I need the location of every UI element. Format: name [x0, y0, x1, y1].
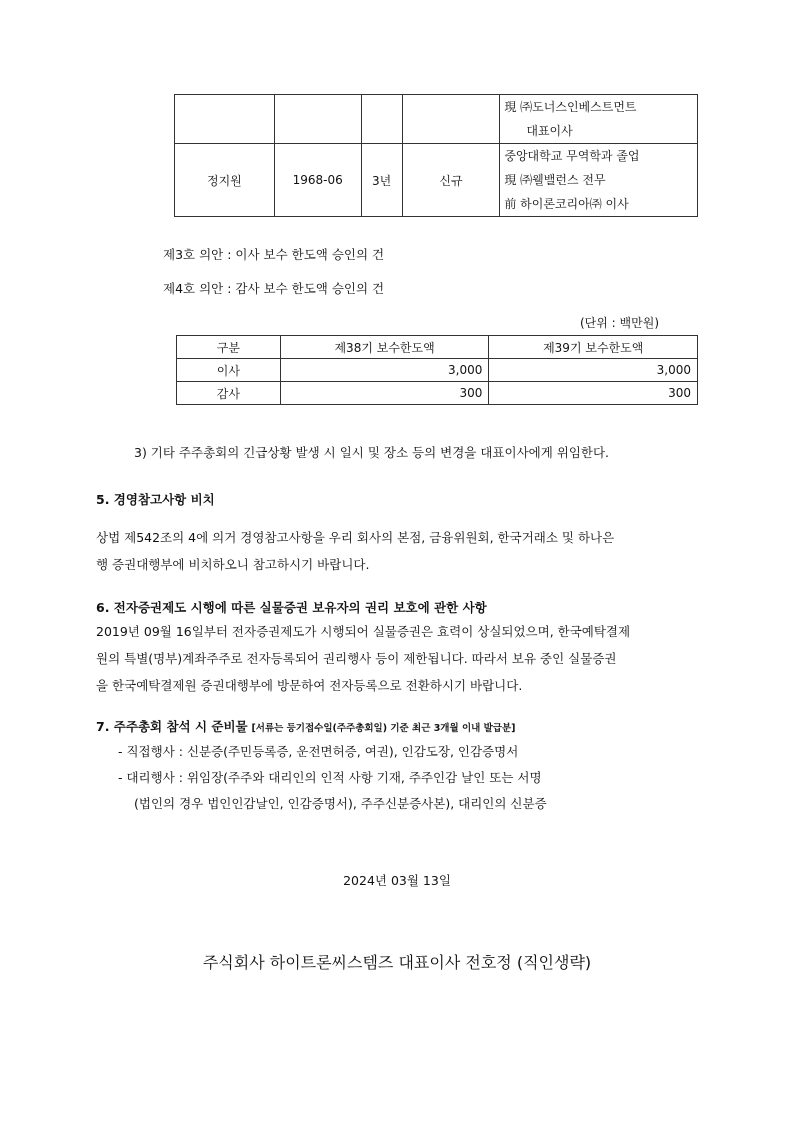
unit-label: (단위 : 백만원): [580, 316, 659, 330]
curr-limit: 300: [489, 382, 698, 405]
candidate-term: [361, 95, 402, 144]
candidate-term: 3년: [361, 144, 402, 217]
section6-line: 을 한국예탁결제원 증권대행부에 방문하여 전자등록으로 전환하시기 바랍니다.: [96, 678, 523, 693]
agenda-delegation-text: 3) 기타 주주총회의 긴급상황 발생 시 일시 및 장소 등의 변경을 대표이사에게 위임한다.: [134, 445, 610, 460]
row-label: 이사: [177, 359, 281, 382]
table-row: [175, 95, 698, 144]
table-row: [175, 144, 698, 217]
section5-line: 행 증권대행부에 비치하오니 참고하시기 바랍니다.: [96, 557, 370, 572]
career-line: 중앙대학교 무역학과 졸업: [504, 149, 640, 163]
candidate-career: [500, 95, 698, 144]
table-row: [177, 359, 698, 382]
director-candidates-table: [174, 94, 698, 217]
career-line: 前 하이론코리아㈜ 이사: [504, 197, 629, 211]
table-row: [177, 382, 698, 405]
agenda-item-4: 제4호 의안 : 감사 보수 한도액 승인의 건: [163, 281, 385, 296]
curr-limit: 3,000: [489, 359, 698, 382]
candidate-name: 정지원: [175, 144, 275, 217]
candidate-name: [175, 95, 275, 144]
prev-limit: 3,000: [280, 359, 489, 382]
signature-line: 주식회사 하이트론씨스템즈 대표이사 전호정 (직인생략): [202, 953, 592, 972]
section7-heading: [96, 717, 516, 735]
direct-exercise-line: - 직접행사 : 신분증(주민등록증, 운전면허증, 여권), 인감도장, 인감증명서: [118, 744, 519, 759]
compensation-limit-table: [176, 335, 698, 405]
section6-line: 2019년 09월 16일부터 전자증권제도가 시행되어 실물증권은 효력이 상실되었으며, 한국예탁결제: [96, 624, 631, 639]
table-header-row: [177, 336, 698, 359]
agenda-item-3: 제3호 의안 : 이사 보수 한도액 승인의 건: [163, 247, 385, 262]
career-line: 現 ㈜웰밸런스 전무: [504, 173, 606, 187]
column-header: 제39기 보수한도액: [489, 336, 698, 359]
section5-line: 상법 제542조의 4에 의거 경영참고사항을 우리 회사의 본점, 금융위원회, 한국거래소 및 하나은: [96, 530, 615, 545]
document-date: 2024년 03월 13일: [343, 873, 451, 888]
career-line: 現 ㈜도너스인베스트먼트: [504, 100, 637, 114]
candidate-type: [402, 95, 500, 144]
proxy-exercise-line: - 대리행사 : 위임장(주주와 대리인의 인적 사항 기재, 주주인감 날인 또는 서명: [118, 770, 542, 785]
prev-limit: 300: [280, 382, 489, 405]
section6-line: 원의 특별(명부)계좌주주로 전자등록되어 권리행사 등이 제한됩니다. 따라서 보유 중인 실물증권: [96, 651, 617, 666]
column-header: 제38기 보수한도액: [280, 336, 489, 359]
column-header: 구분: [177, 336, 281, 359]
candidate-birth: [274, 95, 361, 144]
candidate-career: [500, 144, 698, 217]
candidate-birth: 1968-06: [274, 144, 361, 217]
row-label: 감사: [177, 382, 281, 405]
section5-title: 5. 경영참고사항 비치: [96, 492, 215, 507]
proxy-exercise-line: (법인의 경우 법인인감날인, 인감증명서), 주주신분증사본), 대리인의 신분증: [134, 796, 547, 811]
section7-note: [서류는 등기접수일(주주총회일) 기준 최근 3개월 이내 발급분]: [251, 723, 516, 734]
section7-title: 7. 주주총회 참석 시 준비물: [96, 719, 248, 734]
candidate-type: 신규: [402, 144, 500, 217]
section6-title: 6. 전자증권제도 시행에 따른 실물증권 보유자의 권리 보호에 관한 사항: [96, 600, 487, 615]
career-line: 대표이사: [526, 124, 573, 138]
